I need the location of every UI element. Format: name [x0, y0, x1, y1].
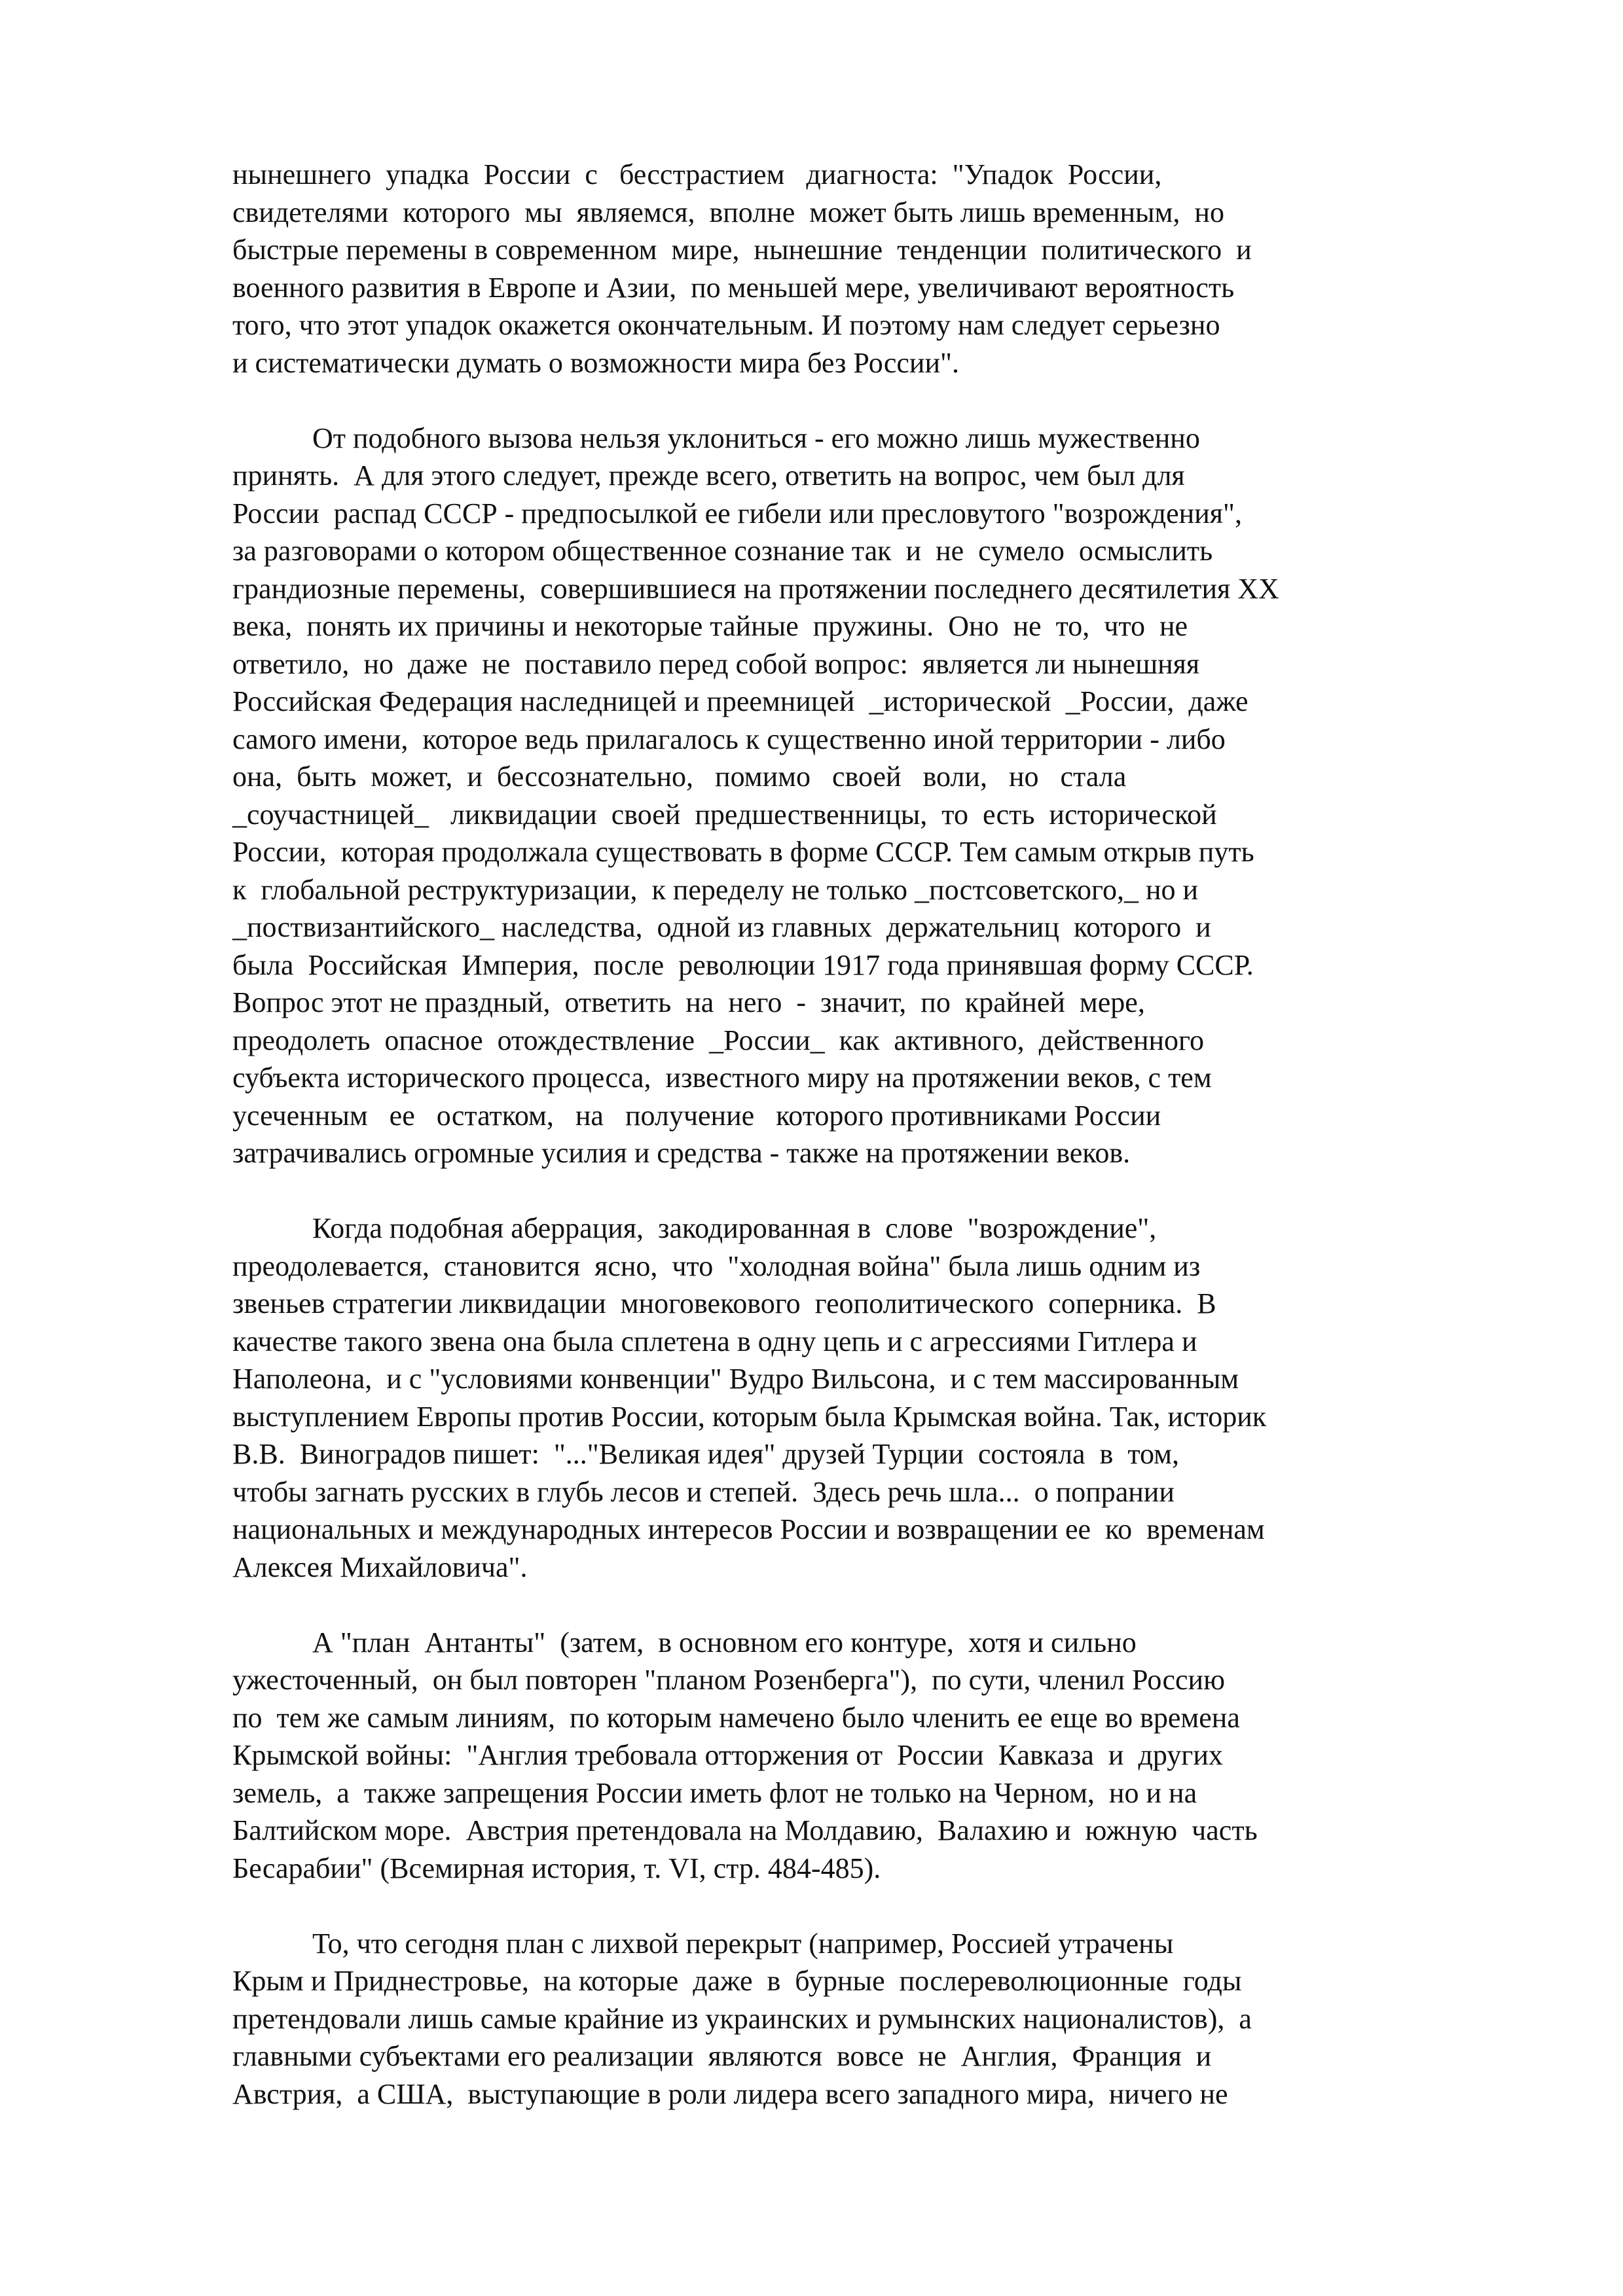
document-body [232, 156, 1411, 2113]
text-line: самого имени, которое ведь прилагалось к существенно иной территории - либо [232, 723, 1226, 755]
text-line: _соучастницей_ ликвидации своей предшественницы, то есть исторической [232, 798, 1217, 831]
text-line: преодолеть опасное отождествление _России_ как активного, действенного [232, 1024, 1204, 1056]
text-line: России, которая продолжала существовать в форме СССР. Тем самым открыв путь [232, 836, 1254, 868]
paragraph-2 [232, 420, 1411, 1172]
text-line: преодолевается, становится ясно, что "холодная война" была лишь одним из [232, 1249, 1201, 1282]
text-line: нынешнего упадка России с бесстрастием диагноста: "Упадок России, [232, 158, 1162, 190]
text-line: Наполеона, и с "условиями конвенции" Вудро Вильсона, и с тем массированным [232, 1363, 1239, 1395]
text-line: того, что этот упадок окажется окончательным. И поэтому нам следует серьезно [232, 309, 1220, 341]
text-line: А "план Антанты" (затем, в основном его контуре, хотя и сильно [312, 1626, 1137, 1659]
text-line: Крым и Приднестровье, на которые даже в бурные послереволюционные годы [232, 1965, 1242, 1997]
text-line: претендовали лишь самые крайние из украинских и румынских националистов), а [232, 2002, 1252, 2035]
text-line: века, понять их причины и некоторые тайные пружины. Оно не то, что не [232, 610, 1188, 642]
text-line: она, быть может, и бессознательно, помимо своей воли, но стала [232, 761, 1127, 793]
paragraph-gap [232, 382, 1411, 420]
text-line: по тем же самым линиям, по которым намечено было членить ее еще во времена [232, 1701, 1240, 1734]
paragraph-3 [232, 1210, 1411, 1586]
text-line: Когда подобная аберрация, закодированная в слове "возрождение", [312, 1212, 1157, 1244]
text-line: национальных и международных интересов России и возвращении ее ко временам [232, 1513, 1265, 1545]
paragraph-gap [232, 1172, 1411, 1210]
text-line: Вопрос этот не праздный, ответить на него - значит, по крайней мере, [232, 986, 1145, 1018]
text-line: грандиозные перемены, совершившиеся на протяжении последнего десятилетия XX [232, 572, 1279, 605]
text-line: и систематически думать о возможности мира без России". [232, 346, 959, 379]
text-line: То, что сегодня план с лихвой перекрыт (например, Россией утрачены [312, 1927, 1174, 1960]
text-line: Алексея Михайловича". [232, 1551, 528, 1583]
text-line: земель, а также запрещения России иметь флот не только на Черном, но и на [232, 1776, 1197, 1809]
text-line: Австрия, а США, выступающие в роли лидера всего западного мира, ничего не [232, 2077, 1228, 2110]
paragraph-gap [232, 1586, 1411, 1624]
text-line: Бесарабии" (Всемирная история, т. VI, стр. 484-485). [232, 1852, 881, 1884]
text-line: свидетелями которого мы являемся, вполне может быть лишь временным, но [232, 196, 1224, 228]
text-line: Российская Федерация наследницей и преемницей _исторической _России, даже [232, 685, 1249, 717]
text-line: за разговорами о котором общественное сознание так и не сумело осмыслить [232, 535, 1213, 567]
text-line: России распад СССР - предпосылкой ее гибели или пресловутого "возрождения", [232, 497, 1242, 529]
text-line: усеченным ее остатком, на получение которого противниками России [232, 1099, 1161, 1132]
text-line: принять. А для этого следует, прежде всего, ответить на вопрос, чем был для [232, 459, 1185, 492]
text-line: чтобы загнать русских в глубь лесов и степей. Здесь речь шла... о попрании [232, 1475, 1175, 1508]
text-line: качестве такого звена она была сплетена в одну цепь и с агрессиями Гитлера и [232, 1325, 1197, 1357]
paragraph-1 [232, 156, 1411, 382]
text-line: была Российская Империя, после революции 1917 года принявшая форму СССР. [232, 948, 1254, 981]
text-line: От подобного вызова нельзя уклониться - его можно лишь мужественно [312, 422, 1200, 454]
text-line: Балтийском море. Австрия претендовала на Молдавию, Валахию и южную часть [232, 1814, 1258, 1846]
text-line: быстрые перемены в современном мире, нынешние тенденции политического и [232, 234, 1252, 266]
text-line: _поствизантийского_ наследства, одной из главных держательниц которого и [232, 911, 1211, 943]
text-line: Крымской войны: "Англия требовала отторжения от России Кавказа и других [232, 1739, 1223, 1771]
paragraph-4 [232, 1624, 1411, 1888]
text-line: затрачивались огромные усилия и средства - также на протяжении веков. [232, 1137, 1131, 1169]
text-line: В.В. Виноградов пишет: "..."Великая идея" друзей Турции состояла в том, [232, 1438, 1179, 1470]
paragraph-gap [232, 1887, 1411, 1925]
text-line: звеньев стратегии ликвидации многовекового геополитического соперника. В [232, 1287, 1216, 1319]
text-line: субъекта исторического процесса, известного миру на протяжении веков, с тем [232, 1062, 1212, 1094]
text-line: ответило, но даже не поставило перед собой вопрос: является ли нынешняя [232, 647, 1200, 680]
text-line: военного развития в Европе и Азии, по меньшей мере, увеличивают вероятность [232, 271, 1235, 304]
text-line: к глобальной реструктуризации, к переделу не только _постсоветского,_ но и [232, 873, 1199, 906]
text-line: ужесточенный, он был повторен "планом Розенберга"), по сути, членил Россию [232, 1664, 1225, 1696]
text-line: выступлением Европы против России, которым была Крымская война. Так, историк [232, 1400, 1267, 1433]
text-line: главными субъектами его реализации являются вовсе не Англия, Франция и [232, 2040, 1212, 2072]
paragraph-5 [232, 1925, 1411, 2113]
